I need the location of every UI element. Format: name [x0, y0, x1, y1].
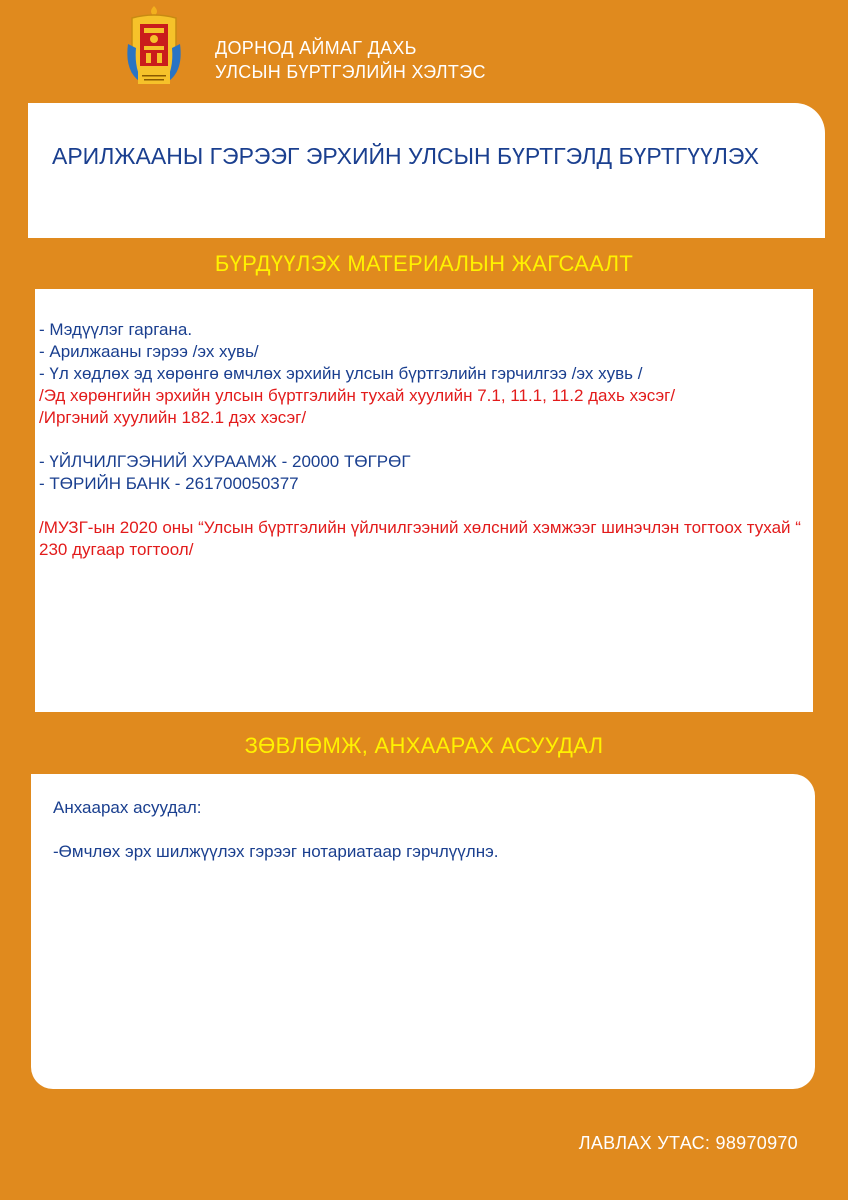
materials-card: [35, 289, 813, 712]
organization-line-1: ДОРНОД АЙМАГ ДАХЬ: [215, 38, 417, 58]
advice-note: -Өмчлөх эрх шилжүүлэх гэрээг нотариатаар гэрчлүүлнэ.: [53, 842, 499, 861]
list-item: - Үл хөдлөх эд хөрөнгө өмчлөх эрхийн улсын бүртгэлийн гэрчилгээ /эх хувь /: [39, 364, 643, 383]
organization-name: [215, 36, 486, 84]
list-item: - Арилжааны гэрээ /эх хувь/: [39, 342, 259, 361]
resolution-reference: /МУЗГ-ын 2020 оны “Улсын бүртгэлийн үйлчилгээний хөлсний хэмжээг шинэчлэн тогтоох тухай “ 230 дугаар тогтоол/: [39, 518, 801, 559]
law-reference: /Эд хөрөнгийн эрхийн улсын бүртгэлийн тухай хуулийн 7.1, 11.1, 11.2 дахь хэсэг/: [39, 386, 676, 405]
list-item: - Мэдүүлэг гаргана.: [39, 320, 193, 339]
bank-account: - ТӨРИЙН БАНК - 261700050377: [39, 474, 299, 493]
advice-content: [53, 797, 793, 863]
soyombo-emblem-icon: [124, 4, 184, 90]
advice-card: [31, 774, 815, 1089]
service-fee: - ҮЙЛЧИЛГЭЭНИЙ ХУРААМЖ - 20000 ТӨГРӨГ: [39, 452, 411, 471]
materials-heading: БҮРДҮҮЛЭХ МАТЕРИАЛЫН ЖАГСААЛТ: [214, 251, 634, 276]
page-title: АРИЛЖААНЫ ГЭРЭЭГ ЭРХИЙН УЛСЫН БҮРТГЭЛД БҮРТГҮҮЛЭХ: [52, 143, 759, 169]
organization-line-2: УЛСЫН БҮРТГЭЛИЙН ХЭЛТЭС: [215, 62, 486, 82]
law-reference: /Иргэний хуулийн 182.1 дэх хэсэг/: [39, 408, 307, 427]
advice-label: Анхаарах асуудал:: [53, 798, 202, 817]
reference-phone: ЛАВЛАХ УТАС: 98970970: [578, 1133, 798, 1153]
materials-content: [39, 319, 813, 561]
title-card: [28, 103, 825, 238]
advice-heading: ЗӨВЛӨМЖ, АНХААРАХ АСУУДАЛ: [244, 733, 604, 758]
